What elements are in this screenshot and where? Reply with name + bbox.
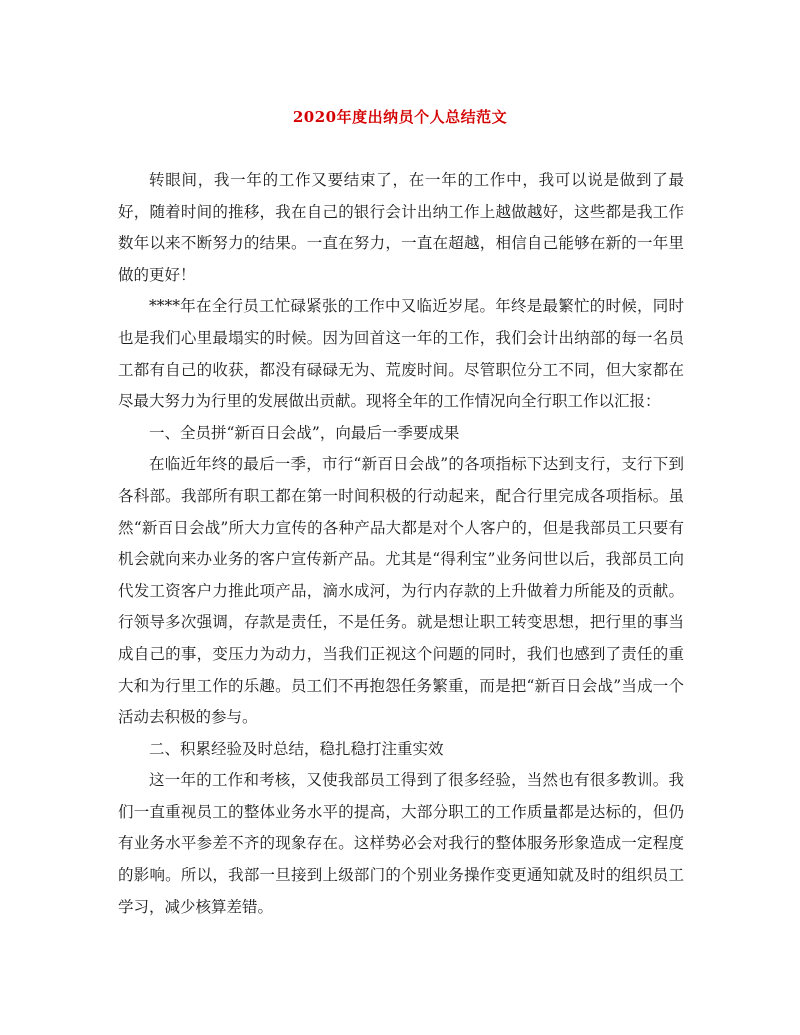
section-heading-1: 一、全员拼“新百日会战”，向最后一季要成果: [149, 423, 460, 442]
document-body: [118, 165, 684, 923]
paragraph-overview: ****年在全行员工忙碌紧张的工作中又临近岁尾。年终是最繁忙的时候，同时也是我们心里最塌实的时候。因为回首这一年的工作，我们会计出纳部的每一名员工都有自己的收获，都没有碌碌无为、荒废时间。尽管职位分工不同，但大家都在尽最大努力为行里的发展做出贡献。现将全年的工作情况向全行职工作以汇报：: [118, 297, 684, 411]
paragraph-intro: 转眼间，我一年的工作又要结束了，在一年的工作中，我可以说是做到了最好，随着时间的推移，我在自己的银行会计出纳工作上越做越好，这些都是我工作数年以来不断努力的结果。一直在努力，一直在超越，相信自己能够在新的一年里做的更好！: [118, 171, 684, 284]
paragraph-section-2: 这一年的工作和考核，又使我部员工得到了很多经验，当然也有很多教训。我们一直重视员工的整体业务水平的提高，大部分职工的工作质量都是达标的，但仍有业务水平参差不齐的现象存在。这样势必会对我行的整体服务形象造成一定程度的影响。所以，我部一旦接到上级部门的个别业务操作变更通知就及时的组织员工学习，减少核算差错。: [118, 771, 684, 916]
section-heading-2: 二、积累经验及时总结，稳扎稳打注重实效: [149, 739, 444, 758]
paragraph-section-1: 在临近年终的最后一季，市行“新百日会战”的各项指标下达到支行，支行下到各科部。我部所有职工都在第一时间积极的行动起来，配合行里完成各项指标。虽然“新百日会战”所大力宣传的各种产品大都是对个人客户的，但是我部员工只要有机会就向来办业务的客户宣传新产品。尤其是“得利宝”业务问世以后，我部员工向代发工资客户力推此项产品，滴水成河，为行内存款的上升做着力所能及的贡献。行领导多次强调，存款是责任，不是任务。就是想让职工转变思想，把行里的事当成自己的事，变压力为动力，当我们正视这个问题的同时，我们也感到了责任的重大和为行里工作的乐趣。员工们不再抱怨任务繁重，而是把“新百日会战”当成一个活动去积极的参与。: [118, 455, 684, 727]
document-title: 2020年度出纳员个人总结范文: [292, 108, 508, 126]
